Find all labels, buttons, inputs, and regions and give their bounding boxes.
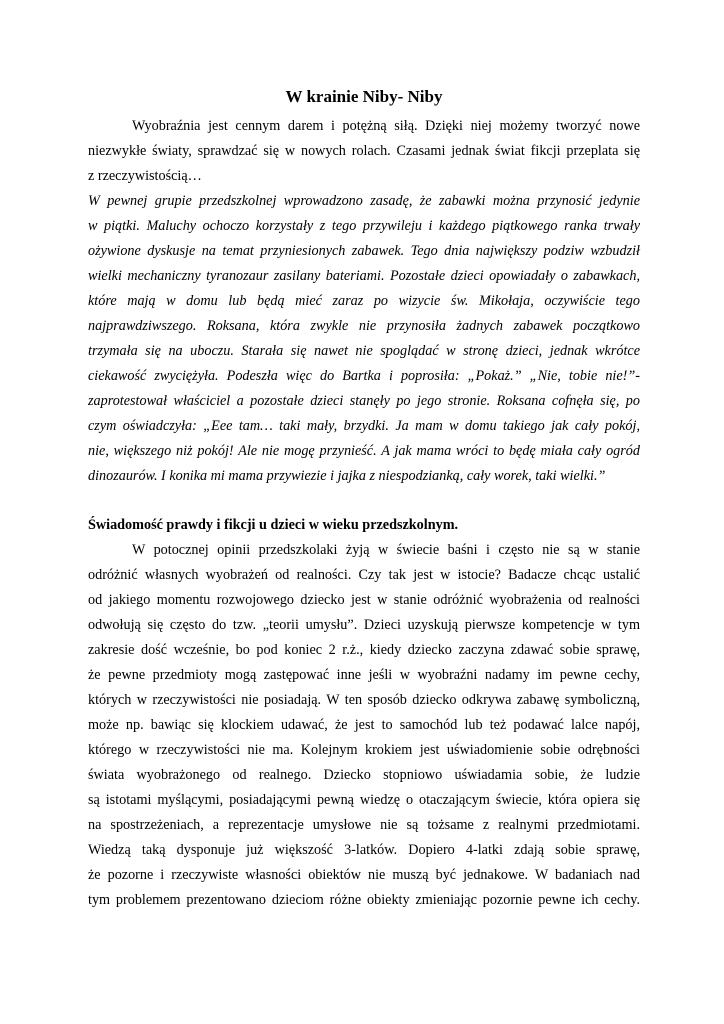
body-line: tym problemem prezentowano dzieciom różne obiekty zmieniając pozornie pewne ich cechy. — [88, 892, 640, 908]
story-line: najprawdziwszego. Roksana, która zwykle nie przynosiła żadnych zabawek początkowo — [88, 318, 640, 334]
intro-paragraph — [88, 114, 640, 189]
story-line: nie, większego niż pokój! Ale nie mogę przynieść. A jak mama wróci to będę miała cały ogród — [88, 443, 640, 459]
body-line: że pewne przedmioty mogą zastępować inne jeśli w wyobraźni nadamy im pewne cechy, — [88, 667, 640, 683]
story-paragraph — [88, 189, 640, 489]
body-line: zakresie dość wcześnie, bo pod koniec 2 r.ż., kiedy dziecko zaczyna zdawać sobie sprawę, — [88, 642, 640, 658]
story-line: które mają w domu lub będą mieć zaraz po wizycie św. Mikołaja, oczywiście tego — [88, 293, 640, 309]
body-line: na spostrzeżeniach, a reprezentacje umysłowe nie są tożsame z realnymi przedmiotami. — [88, 817, 640, 833]
body-line: może np. bawiąc się klockiem udawać, że jest to samochód lub też podawać lalce napój, — [88, 717, 640, 733]
body-line: od jakiego momentu rozwojowego dziecko jest w stanie odróżnić wyobrażenia od realności — [88, 592, 640, 608]
story-line: zaprotestował właściciel a pozostałe dzieci stanęły po jego stronie. Roksana cofnęła się, po — [88, 393, 640, 409]
body-line: którego w rzeczywistości nie ma. Kolejnym krokiem jest uświadomienie sobie odrębności — [88, 742, 640, 758]
body-line: odwołują się często do tzw. „teorii umysłu”. Dzieci uzyskują pierwsze kompetencje w tym — [88, 617, 640, 633]
story-line: ciekawość zwyciężyła. Podeszła więc do Bartka i poprosiła: „Pokaż.” „Nie, tobie nie!”- — [88, 368, 640, 384]
document-page — [88, 84, 640, 913]
body-line: są istotami myślącymi, posiadającymi pewną wiedzę o otaczającym świecie, która opiera się — [88, 792, 640, 808]
document-title: W krainie Niby- Niby — [285, 87, 443, 106]
story-line: dinozaurów. I konika mi mama przywiezie i jajka z niespodzianką, cały worek, taki wielki.” — [88, 468, 606, 484]
body-line: że pozorne i rzeczywiste własności obiektów nie muszą być jednakowe. W badaniach nad — [88, 867, 640, 883]
body-line: W potocznej opinii przedszkolaki żyją w świecie baśni i często nie są w stanie — [132, 542, 640, 558]
intro-line: Wyobraźnia jest cennym darem i potężną siłą. Dzięki niej możemy tworzyć nowe — [132, 118, 640, 134]
story-line: trzymała się na uboczu. Starała się nawet nie spoglądać w stronę dzieci, jednak wkrótce — [88, 343, 640, 359]
story-line: w piątki. Maluchy ochoczo korzystały z tego przywileju i każdego piątkowego ranka trwały — [88, 218, 640, 234]
story-line: ożywione dyskusje na temat przyniesionych zabawek. Tego dnia największy podziw wzbudził — [88, 243, 640, 259]
story-line: wielki mechaniczny tyranozaur zasilany bateriami. Pozostałe dzieci opowiadały o zabawkach, — [88, 268, 640, 284]
intro-line: z rzeczywistością… — [88, 168, 202, 184]
story-line: W pewnej grupie przedszkolnej wprowadzono zasadę, że zabawki można przynosić jedynie — [88, 193, 640, 209]
intro-line: niezwykłe światy, sprawdzać się w nowych rolach. Czasami jednak świat fikcji przeplata się — [88, 143, 640, 159]
story-line: czym oświadczyła: „Eee tam… taki mały, brzydki. Ja mam w domu takiego jak cały pokój, — [88, 418, 640, 434]
body-line: odróżnić własnych wyobrażeń od realności. Czy tak jest w istocie? Badacze chcąc ustalić — [88, 567, 640, 583]
section-heading: Świadomość prawdy i fikcji u dzieci w wieku przedszkolnym. — [88, 517, 459, 533]
body-line: których w rzeczywistości nie posiadają. W ten sposób dziecko odkrywa zabawę symboliczną, — [88, 692, 640, 708]
body-line: Wiedzą taką dysponuje już większość 3-latków. Dopiero 4-latki zdają sobie sprawę, — [88, 842, 640, 858]
body-line: świata wyobrażonego od realnego. Dziecko stopniowo uświadamia sobie, że ludzie — [88, 767, 640, 783]
body-paragraph — [88, 538, 640, 913]
